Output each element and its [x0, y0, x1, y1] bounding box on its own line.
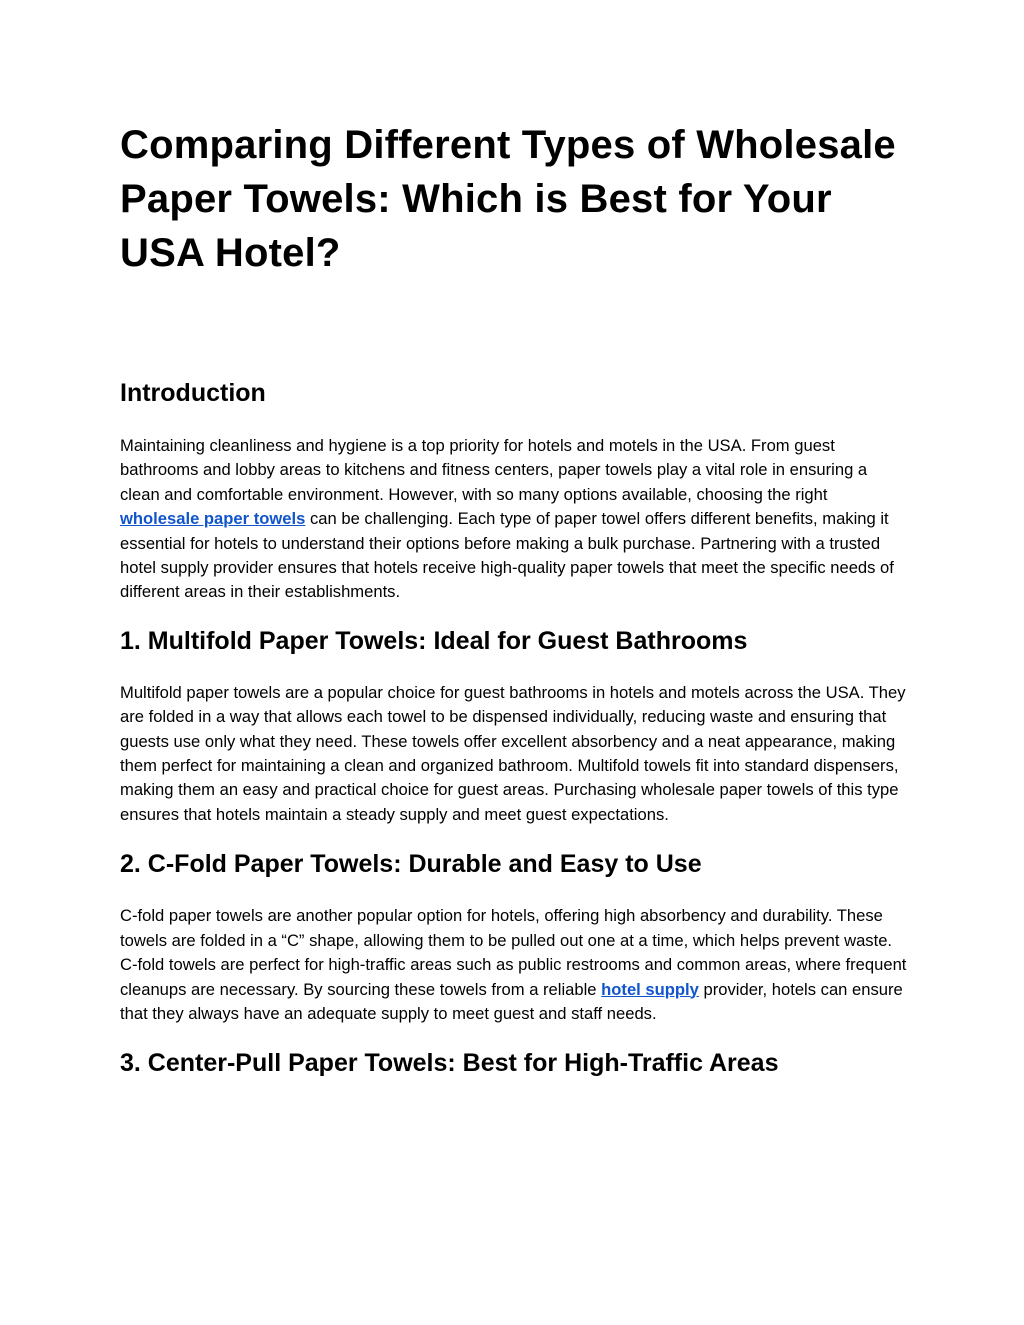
link-wholesale-paper-towels[interactable]: wholesale paper towels	[120, 509, 306, 529]
heading-introduction: Introduction	[120, 379, 266, 407]
paragraph-text: Maintaining cleanliness and hygiene is a top priority for hotels and motels in the USA. From guest bathrooms and lobby areas to kitchens and fitness centers, paper towels play a vital role in ensuring a clean and comfortable environment. However, with so many options available, choosing the right	[120, 436, 868, 504]
document-title: Comparing Different Types of Wholesale Paper Towels: Which is Best for Your USA Hotel?	[120, 123, 896, 275]
paragraph-text: C-fold paper towels are another popular option for hotels, offering high absorbency and durability. These towels are folded in a “C” shape, allowing them to be pulled out one at a time, which helps prevent waste. C-fold towels are perfect for high-traffic areas such as public restrooms and common areas, where frequent cleanups are necessary. By sourcing these towels from a reliable	[120, 906, 907, 999]
paragraph-text: can be challenging. Each type of paper towel offers different benefits, making it essential for hotels to understand their options before making a bulk purchase. Partnering with a trusted hotel supply provider ensures that hotels receive high-quality paper towels that meet the specific needs of different areas in their establishments.	[120, 509, 894, 602]
heading-center-pull: 3. Center-Pull Paper Towels: Best for High-Traffic Areas	[120, 1049, 779, 1078]
paragraph-text: provider, hotels can ensure that they always have an adequate supply to meet guest and staff needs.	[120, 979, 903, 1023]
link-hotel-supply[interactable]: hotel supply	[601, 979, 699, 999]
heading-multifold: 1. Multifold Paper Towels: Ideal for Guest Bathrooms	[120, 626, 748, 655]
heading-c-fold: 2. C-Fold Paper Towels: Durable and Easy to Use	[120, 850, 702, 879]
paragraph-introduction	[120, 434, 910, 605]
paragraph-c-fold	[120, 904, 910, 1026]
document-page	[120, 118, 910, 1078]
paragraph-multifold: Multifold paper towels are a popular choice for guest bathrooms in hotels and motels across the USA. They are folded in a way that allows each towel to be dispensed individually, reducing waste and ensuring that guests use only what they need. These towels offer excellent absorbency and a neat appearance, making them perfect for maintaining a clean and organized bathroom. Multifold towels fit into standard dispensers, making them an easy and practical choice for guest areas. Purchasing wholesale paper towels of this type ensures that hotels maintain a steady supply and meet guest expectations.	[120, 682, 906, 824]
